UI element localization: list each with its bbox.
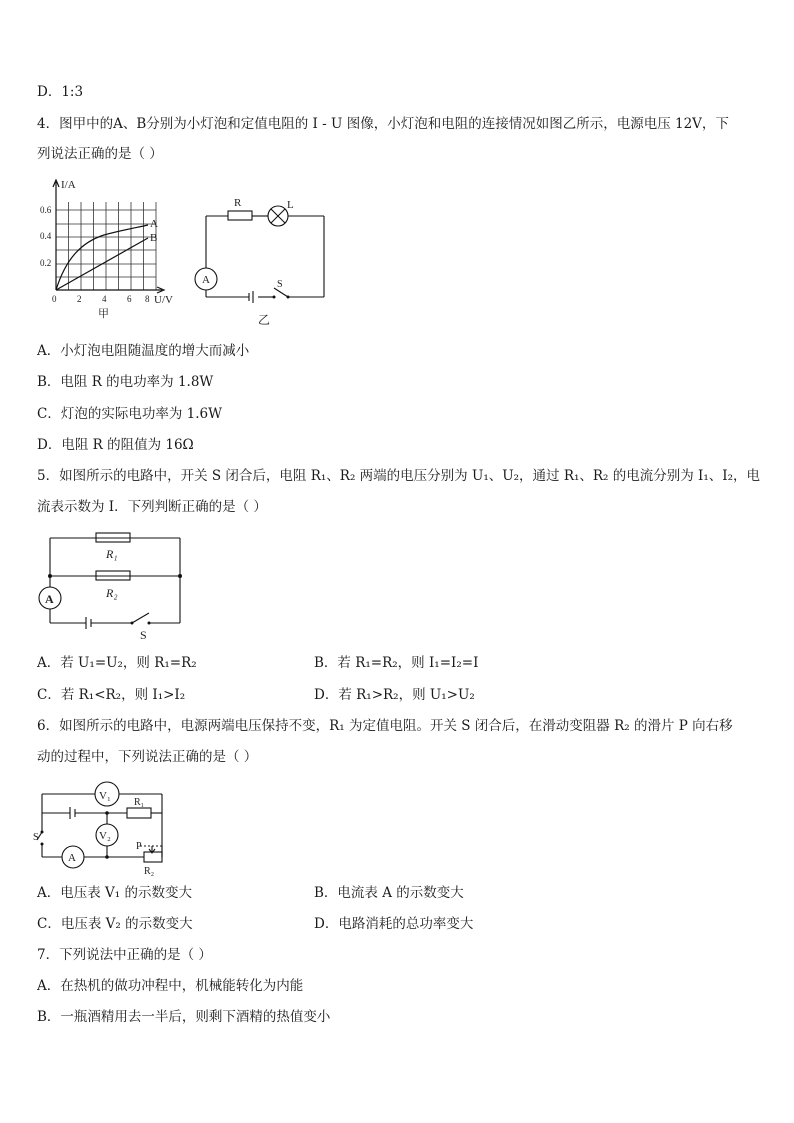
q6-stem-line1: 6．如图所示的电路中，电源两端电压保持不变，R₁ 为定值电阻。开关 S 闭合后，在滑动变阻器 R₂ 的滑片 P 向右移 <box>37 718 733 734</box>
q4-stem-line2: 列说法正确的是（ ） <box>37 146 163 162</box>
x-tick-0: 0 <box>52 294 57 304</box>
lamp-l-label: L <box>287 199 294 211</box>
q3-option-d: D．1:3 <box>37 84 84 100</box>
q4-option-b[interactable]: B．电阻 R 的电功率为 1.8W <box>37 374 214 390</box>
q4-option-a[interactable]: A．小灯泡电阻随温度的增大而减小 <box>37 343 250 359</box>
v1-label: V₁ <box>99 790 111 802</box>
q5-circuit <box>36 528 186 643</box>
r1-label: R₁ <box>106 547 118 561</box>
y-tick-06: 0.6 <box>40 205 52 215</box>
y-tick-04: 0.4 <box>40 231 52 241</box>
r2-label: R₂ <box>106 586 118 600</box>
r1-label: R₁ <box>134 797 145 808</box>
x-tick-4: 4 <box>102 294 107 304</box>
q6-option-c[interactable]: C．电压表 V₂ 的示数变大 <box>37 916 193 932</box>
v2-label: V₂ <box>99 830 111 842</box>
q4-stem-line1: 4．图甲中的A、B分别为小灯泡和定值电阻的 I - U 图像，小灯泡和电阻的连接情况如图乙所示，电源电压 12V，下 <box>37 116 729 132</box>
ammeter-label: A <box>45 592 54 606</box>
slider-p-label: P <box>136 841 142 852</box>
q7-option-a[interactable]: A．在热机的做功冲程中，机械能转化为内能 <box>37 978 304 994</box>
switch-s-label: S <box>277 279 283 290</box>
q5-stem-line2: 流表示数为 I．下列判断正确的是（ ） <box>37 499 267 515</box>
q5-option-b[interactable]: B．若 R₁=R₂，则 I₁=I₂=I <box>314 655 479 671</box>
x-axis-label: U/V <box>154 294 173 306</box>
q4-circuit-yi <box>190 190 330 330</box>
x-tick-8: 8 <box>145 294 150 304</box>
circuit-caption-yi: 乙 <box>258 313 271 327</box>
q6-stem-line2: 动的过程中，下列说法正确的是（ ） <box>37 749 258 765</box>
r2-label: R₂ <box>144 866 155 877</box>
curve-a <box>56 225 148 290</box>
switch-s-label: S <box>33 832 39 843</box>
q6-option-a[interactable]: A．电压表 V₁ 的示数变大 <box>37 885 192 901</box>
q4-option-c[interactable]: C．灯泡的实际电功率为 1.6W <box>37 406 222 422</box>
y-axis-label: I/A <box>61 179 76 191</box>
q5-option-d[interactable]: D．若 R₁>R₂，则 U₁>U₂ <box>314 687 475 703</box>
q6-circuit <box>32 772 172 878</box>
curve-a-label: A <box>150 218 158 230</box>
q4-graph-jia <box>34 172 184 324</box>
ammeter-label: A <box>68 852 76 864</box>
q7-stem-line1: 7．下列说法中正确的是（ ） <box>37 947 212 963</box>
q6-option-b[interactable]: B．电流表 A 的示数变大 <box>314 885 464 901</box>
q5-option-a[interactable]: A．若 U₁=U₂，则 R₁=R₂ <box>37 655 197 671</box>
switch-s-label: S <box>140 628 147 642</box>
q4-option-d[interactable]: D．电阻 R 的阻值为 16Ω <box>37 437 194 453</box>
q5-stem-line1: 5．如图所示的电路中，开关 S 闭合后，电阻 R₁、R₂ 两端的电压分别为 U₁、U₂，通过 R₁、R₂ 的电流分别为 I₁、I₂，电 <box>37 468 761 484</box>
curve-b-label: B <box>150 232 158 244</box>
graph-caption-jia: 甲 <box>98 308 109 320</box>
resistor-r-label: R <box>234 197 242 209</box>
q5-option-c[interactable]: C．若 R₁<R₂，则 I₁>I₂ <box>37 687 186 703</box>
y-tick-02: 0.2 <box>40 258 52 268</box>
x-tick-6: 6 <box>127 294 132 304</box>
x-tick-2: 2 <box>77 294 82 304</box>
q7-option-b[interactable]: B．一瓶酒精用去一半后，则剩下酒精的热值变小 <box>37 1009 331 1025</box>
q6-option-d[interactable]: D．电路消耗的总功率变大 <box>314 916 474 932</box>
ammeter-label: A <box>202 274 210 286</box>
